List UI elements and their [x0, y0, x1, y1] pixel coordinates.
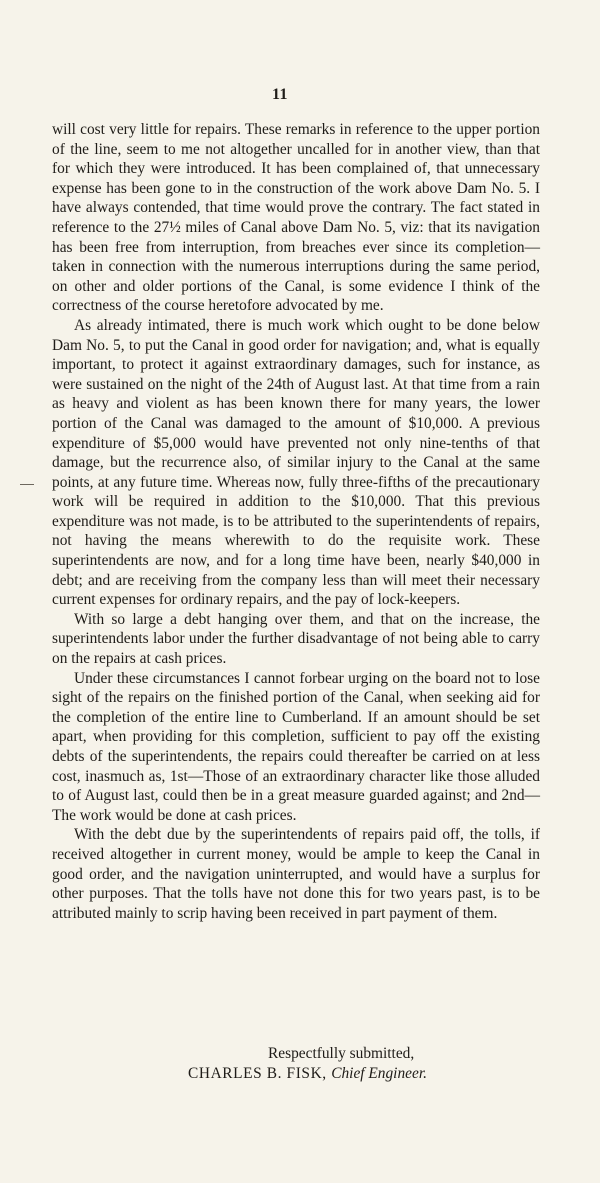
closing-line: Respectfully submitted,: [268, 1045, 415, 1062]
margin-mark: [20, 484, 34, 485]
signoff-block: [0, 1044, 600, 1084]
signature-line: [0, 1064, 600, 1084]
signature-title: Chief Engineer.: [331, 1065, 427, 1082]
paragraph-debt-disadvantage: With so large a debt hanging over them, and that on the increase, the superintendents labor under the further disadvantage of not being able to carry on the repairs at cash prices.: [52, 610, 540, 668]
paragraph-work-below-dam: As already intimated, there is much work which ought to be done below Dam No. 5, to put the Canal in good order for navigation; and, what is equally important, to protect it against extraordinary damages, such for instance, as were sustained on the night of the 24th of August last. At that time from a rain as heavy and violent as has been known there for many years, the lower portion of the Canal was damaged to the amount of $10,000. A previous expenditure of $5,000 would have prevented not only nine-tenths of that damage, but the recurrence also, of similar injury to the Canal at the same points, at any future time. Whereas now, fully three-fifths of the precautionary work will be required in addition to the $10,000. That this previous expenditure was not made, is to be attributed to the superintendents of repairs, not having the means wherewith to do the requisite work. These superintendents are now, and for a long time have been, nearly $40,000 in debt; and are receiving from the company less than will meet their necessary current expenses for ordinary repairs, and the pay of lock-keepers.: [52, 316, 540, 609]
signature-name: CHARLES B. FISK,: [188, 1065, 327, 1082]
paragraph-repairs-upper-line: will cost very little for repairs. These remarks in reference to the upper portion of the line, seem to me not altogether uncalled for in another view, than that for which they were introduced. It has been complained of, that unnecessary expense has been gone to in the construction of the work above Dam No. 5. I have always contended, that time would prove the contrary. The fact stated in reference to the 27½ miles of Canal above Dam No. 5, viz: that its navigation has been free from interruption, from breaches ever since its completion—taken in connection with the numerous interruptions during the same period, on other and older portions of the Canal, is some evidence I think of the correctness of the course heretofore advocated by me.: [52, 121, 540, 315]
page-number: 11: [271, 86, 289, 103]
report-body: [52, 120, 540, 923]
paragraph-urging-board: Under these circumstances I cannot forbear urging on the board not to lose sight of the repairs on the finished portion of the Canal, when seeking aid for the completion of the entire line to Cumberland. If an amount should be set apart, when providing for this completion, sufficient to pay off the existing debts of the superintendents, the repairs could thereafter be carried on at less cost, inasmuch as, 1st—Those of an extraordinary character like those alluded to of August last, could then be in a great measure guarded against; and 2nd—The work would be done at cash prices.: [52, 669, 540, 824]
paragraph-tolls: With the debt due by the superintendents of repairs paid off, the tolls, if received altogether in current money, would be ample to keep the Canal in good order, and the navigation uninterrupted, and would have a surplus for other purposes. That the tolls have not done this for two years past, is to be attributed mainly to scrip having been received in part payment of them.: [52, 826, 540, 922]
